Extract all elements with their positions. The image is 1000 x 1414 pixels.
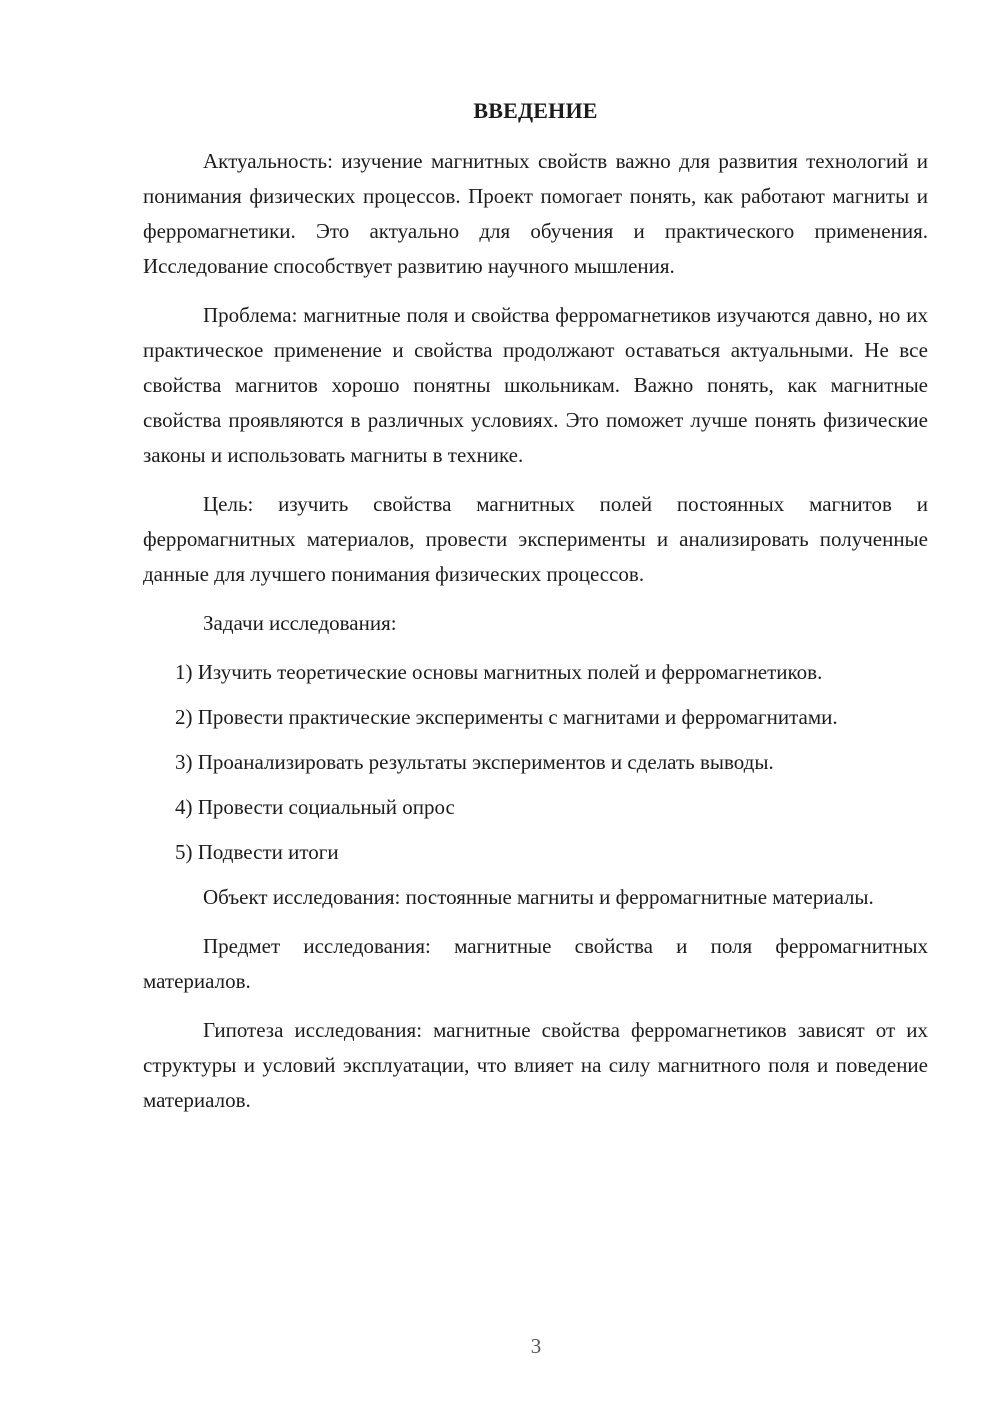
relevance-paragraph: Актуальность: изучение магнитных свойств важно для развития технологий и понимания физических процессов. Проект помогает понять, как работают магниты и ферромагнетики. Это актуально для обучения и практического применения. Исследование способствует развитию научного мышления. (143, 149, 928, 278)
list-item: 3) Проанализировать результаты экспериментов и сделать выводы. (175, 750, 774, 774)
section-heading: ВВЕДЕНИЕ (473, 98, 598, 123)
tasks-title: Задачи исследования: (203, 611, 397, 635)
hypothesis-paragraph: Гипотеза исследования: магнитные свойства ферромагнетиков зависят от их структуры и условий эксплуатации, что влияет на силу магнитного поля и поведение материалов. (143, 1018, 928, 1112)
page-content (143, 96, 928, 1132)
page-number: 3 (530, 1334, 542, 1358)
list-item: 4) Провести социальный опрос (175, 795, 455, 819)
list-item: 5) Подвести итоги (175, 840, 339, 864)
list-item: 1) Изучить теоретические основы магнитных полей и ферромагнетиков. (175, 660, 823, 684)
list-item: 2) Провести практические эксперименты с магнитами и ферромагнитами. (175, 705, 838, 729)
object-paragraph: Объект исследования: постоянные магниты и ферромагнитные материалы. (203, 885, 874, 909)
problem-paragraph: Проблема: магнитные поля и свойства ферромагнетиков изучаются давно, но их практическое применение и свойства продолжают оставаться актуальными. Не все свойства магнитов хорошо понятны школьникам. Важно понять, как магнитные свойства проявляются в различных условиях. Это поможет лучше понять физические законы и использовать магниты в технике. (143, 303, 928, 467)
tasks-list (143, 655, 928, 870)
subject-paragraph: Предмет исследования: магнитные свойства и поля ферромагнитных материалов. (143, 934, 928, 993)
goal-paragraph: Цель: изучить свойства магнитных полей постоянных магнитов и ферромагнитных материалов, провести эксперименты и анализировать полученные данные для лучшего понимания физических процессов. (143, 492, 928, 586)
